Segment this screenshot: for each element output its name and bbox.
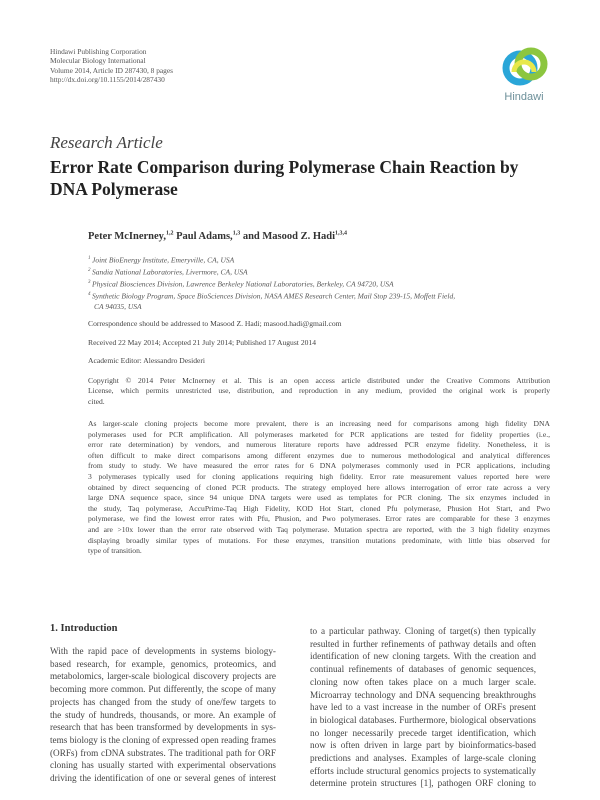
body-line: tems biology is the cloning of expressed open reading frames: [50, 734, 276, 745]
affiliation: $^3$ Physical Biosciences Division, Lawrence Berkeley National Laboratories, Berkeley, CA 94720, USA: [88, 279, 394, 289]
title-line: Error Rate Comparison during Polymerase Chain Reaction by: [50, 157, 519, 177]
body-line: continual refinements of databases of genomic sequences,: [310, 664, 536, 675]
affiliation: $^2$ Sandia National Laboratories, Livermore, CA, USA: [88, 267, 248, 277]
abstract-line: and are >10x lower than the error rate observed with Taq polymerase. Mutation spectra are reported, with the 3 high fidelity enzymes: [88, 524, 550, 534]
logo-wordmark: Hindawi: [504, 91, 544, 103]
body-column-left: [50, 645, 276, 785]
hindawi-logo: [496, 42, 552, 106]
abstract-line: obtained by direct sequencing of cloned PCR products. The strategy employed here allows interrogation of error rate across a very: [88, 482, 550, 492]
abstract: [88, 419, 550, 557]
doi-link[interactable]: http://dx.doi.org/10.1155/2014/287430: [50, 75, 165, 85]
abstract-line: often difficult to make direct comparisons among different enzymes due to numerous methodological and analytical differences: [88, 450, 550, 460]
body-line: With the rapid pace of developments in systems biology-: [50, 646, 276, 656]
author[interactable]: Peter McInerney,$^{1,2}$: [88, 230, 174, 242]
abstract-line: polymerases used for PCR amplification. All polymerases marketed for PCR applications are tested for fidelity properties (i.e.,: [88, 429, 550, 439]
body-line: now is often driven in large part by bioinformatics-based: [310, 740, 536, 751]
body-line: efforts include structural genomics projects to systematically: [310, 765, 536, 776]
author-list: [88, 230, 347, 242]
body-line: identification of new cloning targets. With the creation and: [310, 651, 536, 662]
abstract-line: type of transition.: [88, 546, 142, 556]
body-line: no longer necessarily precede target identification, which: [310, 727, 536, 738]
abstract-line: As larger-scale cloning projects become more prevalent, there is an increasing need for comparisons among high fidelity DNA: [88, 419, 550, 428]
body-line: based research, for example, genomics, proteomics, and: [50, 658, 276, 669]
abstract-line: polymerase, we find the lowest error rates with Pfu, Phusion, and Pwo polymerases. Error rates are comparable for these 3 enzymes: [88, 514, 550, 524]
body-line: determine protein structures [1], pathogen ORF cloning to: [310, 778, 536, 789]
hindawi-logo-icon: [496, 42, 552, 90]
copyright-notice: [88, 376, 550, 407]
section-heading: 1. Introduction: [50, 623, 118, 634]
body-line: predictions and analyses. Examples of large-scale cloning: [310, 753, 536, 764]
copyright-line: Copyright © 2014 Peter McInerney et al. This is an open access article distributed under the Creative Commons Attribution: [88, 376, 550, 385]
volume-info: Volume 2014, Article ID 287430, 8 pages: [50, 65, 174, 75]
abstract-line: the study, Taq polymerase, AccuPrime-Taq High Fidelity, KOD Hot Start, cloned Pfu polymerase, Phusion Hot Start, and Pwo: [88, 503, 550, 513]
body-line: research that has been transformed by developments in sys-: [50, 722, 276, 733]
body-line: the study of hundreds, thousands, or more. An example of: [50, 709, 276, 720]
body-line: metabolomics, larger-scale biological discovery projects are: [50, 671, 276, 682]
body-line: projects has changed from the study of one/few targets to: [50, 696, 276, 707]
body-line: cloning has usually started with experimental observations: [50, 760, 276, 771]
body-line: becoming more common. Put differently, the scope of many: [50, 684, 276, 695]
academic-editor: Academic Editor: Alessandro Desideri: [88, 356, 206, 365]
journal-name: Molecular Biology International: [50, 56, 146, 66]
abstract-line: 3 polymerases typically used for cloning applications requiring high fidelity. Error rate measurement values reported here were: [88, 471, 550, 481]
body-line: (ORFs) from cDNA substrates. The traditional path for ORF: [50, 747, 276, 758]
publisher-name: Hindawi Publishing Corporation: [50, 47, 147, 56]
body-line: Microarray technology and DNA sequencing breakthroughs: [310, 689, 536, 700]
abstract-line: error rate determination) by vendors, and numerous literature reports have addressed PCR enzyme fidelity. Nonetheless, it is: [88, 440, 550, 450]
body-line: driving the identification of one or several genes of interest: [50, 773, 276, 784]
body-line: to a particular pathway. Cloning of target(s) then typically: [310, 626, 536, 636]
affiliation: $^1$ Joint BioEnergy Institute, Emeryville, CA, USA: [88, 255, 235, 265]
title-line: DNA Polymerase: [50, 178, 178, 199]
abstract-line: large DNA sequence space, since 94 unique DNA targets were used as templates for PCR cloning. The six enzymes included in: [88, 493, 550, 503]
body-line: cloning now often takes place on a much larger scale.: [310, 676, 536, 687]
abstract-line: displaying broadly similar types of mutations. For these enzymes, transition mutations predominate, with little bias observed for: [88, 535, 550, 545]
article-dates: Received 22 May 2014; Accepted 21 July 2014; Published 17 August 2014: [88, 338, 317, 347]
article-type: Research Article: [50, 133, 163, 152]
copyright-line: License, which permits unrestricted use, distribution, and reproduction in any medium, provided the original work is properly: [88, 386, 550, 396]
journal-header: [50, 47, 173, 85]
body-column-right: [310, 625, 536, 790]
body-line: have led to a vast increase in the number of ORFs present: [310, 702, 536, 713]
correspondence: Correspondence should be addressed to Masood Z. Hadi; masood.hadi@gmail.com: [88, 319, 342, 328]
abstract-line: from study to study. We have measured the error rates for 6 DNA polymerases commonly used in PCR applications, including: [88, 461, 550, 471]
body-line: in biological databases. Furthermore, biological observations: [310, 714, 536, 725]
article-title: [50, 157, 560, 200]
affiliation-continued: CA 94035, USA: [94, 302, 142, 311]
affiliations: [88, 254, 548, 313]
affiliation: $^4$ Synthetic Biology Program, Space BioSciences Division, NASA AMES Research Center, Mail Stop 239-15, Moffett Field,: [88, 291, 456, 301]
body-line: resulted in further refinements of pathway details and often: [310, 638, 536, 649]
copyright-line: cited.: [88, 396, 105, 406]
author[interactable]: and Masood Z. Hadi$^{1,3,4}$: [242, 230, 348, 242]
author[interactable]: Paul Adams,$^{1,3}$: [176, 230, 241, 242]
